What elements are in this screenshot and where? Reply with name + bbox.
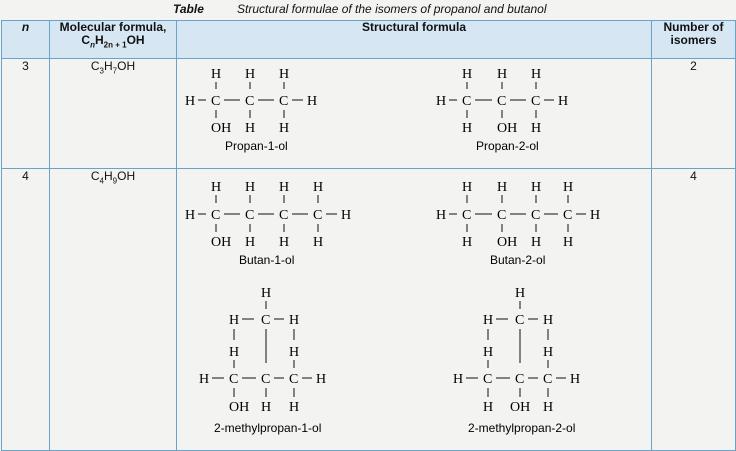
structure-label: Propan-2-ol: [476, 139, 539, 153]
svg-text:H: H: [307, 94, 318, 109]
svg-text:H: H: [279, 180, 290, 195]
svg-text:H: H: [211, 180, 222, 195]
structures-propanol: [177, 59, 651, 163]
svg-text:OH: OH: [211, 121, 232, 136]
structure-label: 2-methylpropan-2-ol: [468, 421, 576, 435]
svg-text:H: H: [289, 400, 300, 415]
structure-label: Propan-1-ol: [225, 139, 288, 153]
svg-text:H: H: [462, 180, 473, 195]
svg-text:H: H: [289, 345, 300, 360]
svg-text:H: H: [483, 345, 494, 360]
svg-text:OH: OH: [510, 400, 531, 415]
svg-text:C: C: [483, 372, 493, 387]
svg-text:H: H: [483, 313, 494, 328]
svg-text:OH: OH: [497, 121, 518, 136]
structural-formula-cell: [177, 169, 652, 451]
svg-text:C: C: [563, 208, 573, 223]
svg-text:H: H: [279, 121, 290, 136]
svg-text:H: H: [515, 286, 526, 301]
svg-text:C: C: [497, 94, 507, 109]
svg-text:H: H: [531, 235, 542, 250]
svg-text:H: H: [261, 400, 272, 415]
svg-text:H: H: [211, 67, 222, 82]
svg-text:C: C: [261, 372, 271, 387]
svg-text:H: H: [543, 400, 554, 415]
svg-text:H: H: [570, 372, 581, 387]
svg-text:C: C: [279, 208, 289, 223]
svg-text:H: H: [245, 235, 256, 250]
table-row: [2, 59, 736, 169]
svg-text:OH: OH: [229, 400, 250, 415]
structure-propan-2-ol: [436, 67, 568, 153]
svg-text:C: C: [229, 372, 239, 387]
svg-text:H: H: [245, 180, 256, 195]
caption-tag: Table: [173, 2, 204, 16]
structure-butan-1-ol: [185, 180, 351, 267]
svg-text:H: H: [229, 345, 240, 360]
svg-text:H: H: [185, 208, 196, 223]
svg-text:C: C: [531, 94, 541, 109]
caption-text: Structural formulae of the isomers of propanol and butanol: [237, 2, 547, 16]
header-row: [2, 21, 736, 59]
svg-text:H: H: [590, 208, 601, 223]
svg-text:H: H: [316, 372, 327, 387]
svg-text:H: H: [436, 94, 447, 109]
svg-text:H: H: [563, 180, 574, 195]
svg-text:H: H: [199, 372, 210, 387]
structure-label: 2-methylpropan-1-ol: [214, 421, 322, 435]
structure-label: Butan-2-ol: [490, 253, 546, 267]
svg-text:H: H: [341, 208, 352, 223]
svg-text:H: H: [245, 67, 256, 82]
header-number-of-isomers: Number of isomers: [652, 21, 736, 59]
svg-text:C: C: [289, 372, 299, 387]
svg-text:H: H: [261, 286, 272, 301]
svg-text:H: H: [531, 67, 542, 82]
row-n: 4: [2, 169, 50, 451]
svg-text:H: H: [229, 313, 240, 328]
svg-text:C: C: [515, 372, 525, 387]
svg-text:H: H: [483, 400, 494, 415]
structure-propan-1-ol: [185, 67, 317, 153]
header-molecular-formula: Molecular formula, $C_nH_{2n + 1}OH$: [50, 21, 177, 59]
svg-text:H: H: [531, 180, 542, 195]
svg-text:H: H: [453, 372, 464, 387]
svg-text:OH: OH: [497, 235, 518, 250]
svg-text:H: H: [462, 235, 473, 250]
svg-text:C: C: [313, 208, 323, 223]
svg-text:H: H: [543, 313, 554, 328]
structure-label: Butan-1-ol: [239, 253, 295, 267]
structural-formula-cell: [177, 59, 652, 169]
row-molecular-formula: $C_4H_9OH$: [50, 169, 177, 451]
svg-text:H: H: [245, 121, 256, 136]
svg-text:H: H: [563, 235, 574, 250]
table-caption: [0, 0, 736, 20]
svg-text:H: H: [497, 67, 508, 82]
svg-text:H: H: [313, 235, 324, 250]
svg-text:H: H: [279, 67, 290, 82]
header-structural-formula: Structural formula: [177, 21, 652, 59]
svg-text:H: H: [185, 94, 196, 109]
table-row: [2, 169, 736, 451]
svg-text:C: C: [261, 313, 271, 328]
svg-text:H: H: [543, 345, 554, 360]
svg-text:C: C: [245, 208, 255, 223]
svg-text:C: C: [531, 208, 541, 223]
svg-text:C: C: [211, 94, 221, 109]
svg-text:C: C: [462, 208, 472, 223]
svg-text:H: H: [462, 121, 473, 136]
svg-text:H: H: [313, 180, 324, 195]
isomer-table: [1, 20, 736, 451]
svg-text:C: C: [245, 94, 255, 109]
svg-text:OH: OH: [211, 235, 232, 250]
svg-text:C: C: [497, 208, 507, 223]
structure-2-methylpropan-2-ol: [453, 286, 580, 435]
row-n: 3: [2, 59, 50, 169]
svg-text:C: C: [462, 94, 472, 109]
structure-2-methylpropan-1-ol: [199, 286, 326, 435]
svg-text:H: H: [289, 313, 300, 328]
row-number-of-isomers: 4: [652, 169, 736, 451]
svg-text:H: H: [462, 67, 473, 82]
svg-text:C: C: [515, 313, 525, 328]
header-n: n: [2, 21, 50, 59]
svg-text:C: C: [211, 208, 221, 223]
svg-text:C: C: [279, 94, 289, 109]
svg-text:H: H: [279, 235, 290, 250]
svg-text:H: H: [436, 208, 447, 223]
svg-text:H: H: [558, 94, 569, 109]
svg-text:C: C: [543, 372, 553, 387]
structure-butan-2-ol: [436, 180, 600, 267]
row-molecular-formula: $C_3H_7OH$: [50, 59, 177, 169]
structures-butanol: [177, 169, 651, 445]
row-number-of-isomers: 2: [652, 59, 736, 169]
svg-text:H: H: [497, 180, 508, 195]
svg-text:H: H: [531, 121, 542, 136]
